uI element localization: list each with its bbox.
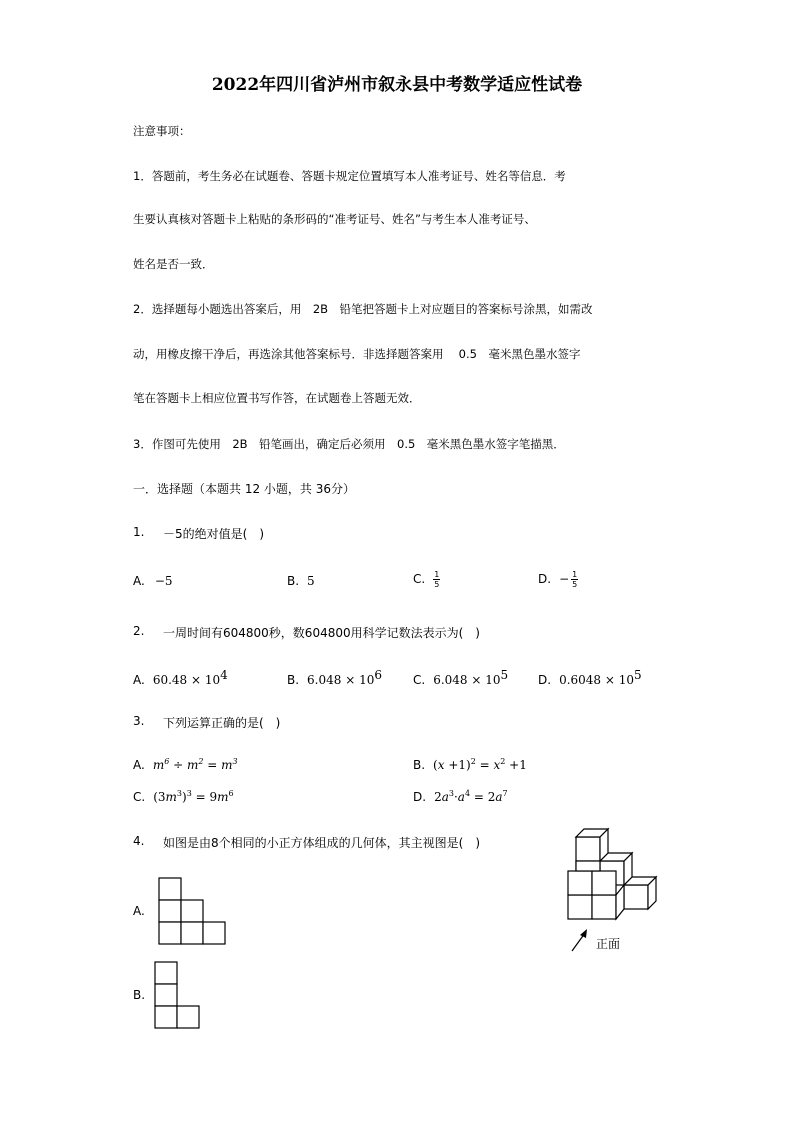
- note-line: 笔在答题卡上相应位置书写作答，在试题卷上答题无效．: [133, 391, 421, 405]
- option-b: [287, 668, 382, 687]
- option-d: [538, 570, 578, 589]
- option-label: A.: [133, 574, 145, 588]
- question-stem: 下列运算正确的是( ): [163, 716, 281, 730]
- fraction: [433, 570, 440, 589]
- question-stem: 一周时间有604800秒，数604800用科学记数法表示为( ): [163, 626, 480, 640]
- option-label: D.: [413, 790, 427, 804]
- front-label: 正面: [596, 937, 621, 951]
- option-label: A.: [133, 904, 145, 918]
- fraction: [571, 570, 578, 589]
- option-value: 6.048 × 10: [307, 673, 375, 687]
- question-number: 4.: [133, 834, 145, 848]
- note-line: 动，用橡皮擦干净后，再选涂其他答案标号．非选择题答案用 0.5 毫米黑色墨水签字: [133, 347, 581, 361]
- note-line: 1．答题前，考生务必在试题卷、答题卡规定位置填写本人准考证号、姓名等信息．考: [133, 169, 566, 183]
- option-b-figure: [154, 960, 204, 1030]
- denominator: 5: [572, 580, 578, 589]
- numerator: 1: [434, 570, 440, 579]
- cube-stack: [568, 829, 656, 919]
- option-label: C.: [133, 790, 146, 804]
- option-a-figure: [158, 876, 228, 946]
- option-label: B.: [133, 988, 146, 1002]
- option-formula: $2a^3\cdot a^4 = 2a^7$: [434, 789, 508, 804]
- option-value: −5: [154, 574, 173, 588]
- option-value: 60.48 × 10: [152, 673, 221, 687]
- exponent: 4: [220, 668, 228, 682]
- page-title: 2022年四川省泸州市叙永县中考数学适应性试卷: [211, 75, 583, 95]
- option-b: [413, 757, 527, 772]
- exponent: 6: [374, 668, 382, 682]
- option-label: B.: [287, 574, 300, 588]
- option-label: C.: [413, 572, 426, 586]
- option-label: A.: [133, 758, 145, 772]
- notes-heading: 注意事项：: [133, 124, 191, 138]
- option-c: [133, 789, 234, 804]
- option-d: [538, 668, 642, 687]
- option-formula: $(x +1)^2 = x^2 +1$: [433, 757, 527, 772]
- option-b: [287, 574, 315, 588]
- option-value: 5: [307, 574, 315, 588]
- option-a: [133, 757, 238, 772]
- note-line: 生要认真核对答题卡上粘贴的条形码的“准考证号、姓名”与考生本人准考证号、: [133, 212, 536, 226]
- option-value: 6.048 × 10: [433, 673, 501, 687]
- option-label: D.: [538, 673, 552, 687]
- option-formula: $m^6 \div m^2 = m^3$: [152, 757, 238, 772]
- question-stem: －5的绝对值是( ): [163, 527, 264, 541]
- option-label: A.: [133, 673, 145, 687]
- option-c: [413, 570, 440, 589]
- exponent: 5: [500, 668, 509, 682]
- numerator: 1: [572, 570, 578, 579]
- question-stem: 如图是由8个相同的小正方体组成的几何体，其主视图是( ): [163, 836, 481, 850]
- minus-sign: −: [559, 572, 570, 586]
- option-label: D.: [538, 572, 552, 586]
- option-formula: $(3m^3)^3 = 9m^6$: [153, 789, 234, 804]
- option-a: [133, 668, 228, 687]
- exponent: 5: [634, 668, 642, 682]
- section-heading: 一．选择题（本题共 12 小题，共 36分）: [133, 482, 355, 496]
- option-label: C.: [413, 673, 426, 687]
- option-c: [413, 668, 508, 687]
- question-number: 2.: [133, 624, 145, 638]
- option-d: [413, 789, 508, 804]
- denominator: 5: [434, 580, 440, 589]
- note-line: 姓名是否一致．: [133, 257, 214, 271]
- option-label: B.: [287, 673, 300, 687]
- question-number: 1.: [133, 525, 145, 539]
- option-a: [133, 574, 173, 588]
- front-arrow-icon: [572, 929, 587, 951]
- question-number: 3.: [133, 714, 145, 728]
- option-label: B.: [413, 758, 426, 772]
- option-value: 0.6048 × 10: [559, 673, 635, 687]
- note-line: 2．选择题每小题选出答案后，用 2B 铅笔把答题卡上对应题目的答案标号涂黑，如需改: [133, 302, 593, 316]
- note-line: 3．作图可先使用 2B 铅笔画出，确定后必须用 0.5 毫米黑色墨水签字笔描黑．: [133, 437, 565, 451]
